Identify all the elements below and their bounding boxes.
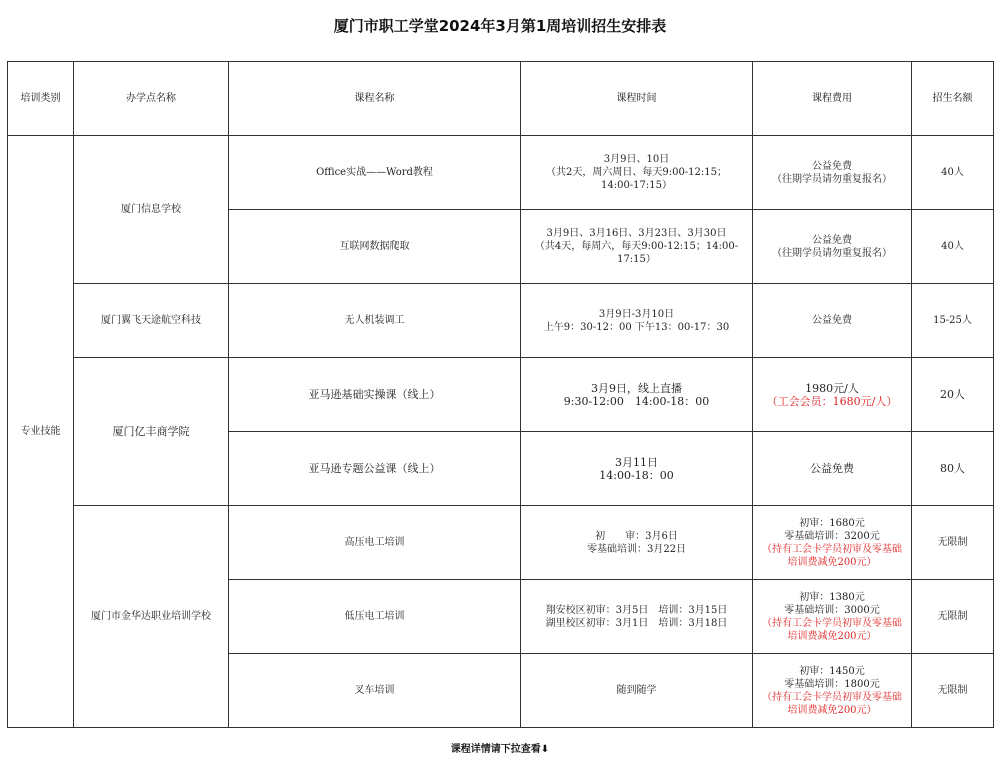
fee-discount-line: （持有工会卡学员初审及零基础 [762, 617, 902, 629]
quota-cell: 无限制 [912, 506, 994, 580]
fee-line: 初审：1380元 [799, 591, 865, 603]
time-line: 翔安校区初审：3月5日 培训：3月15日 [545, 604, 728, 616]
table-row [8, 136, 994, 210]
course-cell: 无人机装调工 [229, 284, 521, 358]
fee-line: 公益免费 [812, 160, 852, 172]
fee-line: 1980元/人 [805, 381, 859, 395]
header-time: 课程时间 [521, 62, 753, 136]
time-line: 14:00-17:15） [600, 180, 672, 191]
table-row [8, 506, 994, 580]
fee-line: （往期学员请勿重复报名） [772, 247, 892, 259]
course-cell: 低压电工培训 [229, 580, 521, 654]
time-line: 14:00-18：00 [599, 468, 674, 482]
time-line: 3月11日 [615, 455, 658, 469]
time-line: 湖里校区初审：3月1日 培训：3月18日 [545, 617, 728, 629]
fee-cell [753, 580, 912, 654]
category-cell: 专业技能 [8, 136, 74, 728]
school-cell: 厦门市金华达职业培训学校 [74, 506, 229, 728]
time-line: （共2天，周六周日、每天9:00-12:15； [545, 167, 727, 178]
fee-discount-line: 培训费减免200元） [787, 630, 877, 642]
fee-discount-line: （工会会员：1680元/人） [766, 394, 898, 408]
fee-line: 初审：1450元 [799, 665, 865, 677]
time-line: 17:15） [617, 254, 656, 265]
page-title: 厦门市职工学堂2024年3月第1周培训招生安排表 [333, 17, 667, 35]
school-cell: 厦门翼飞天途航空科技 [74, 284, 229, 358]
time-line: 3月9日、3月16日、3月23日、3月30日 [546, 228, 727, 239]
time-cell [521, 432, 753, 506]
school-cell: 厦门亿丰商学院 [74, 358, 229, 506]
fee-line: （往期学员请勿重复报名） [772, 173, 892, 185]
fee-line: 零基础培训：1800元 [784, 678, 880, 690]
fee-line: 零基础培训：3000元 [784, 604, 880, 616]
fee-line: 初审：1680元 [799, 517, 865, 529]
scroll-hint: 课程详情请下拉查看⬇ [450, 744, 550, 755]
fee-discount-line: （持有工会卡学员初审及零基础 [762, 543, 902, 555]
header-quota: 招生名额 [912, 62, 994, 136]
course-cell: 亚马逊专题公益课（线上） [229, 432, 521, 506]
fee-line: 公益免费 [810, 462, 854, 475]
fee-cell [753, 654, 912, 728]
fee-cell [753, 210, 912, 284]
course-cell: 高压电工培训 [229, 506, 521, 580]
quota-cell: 40人 [912, 210, 994, 284]
fee-cell [753, 136, 912, 210]
time-line: 上午9：30-12：00 下午13：00-17：30 [543, 321, 730, 333]
time-cell [521, 210, 753, 284]
quota-cell: 15-25人 [912, 284, 994, 358]
fee-cell [753, 358, 912, 432]
header-course: 课程名称 [229, 62, 521, 136]
time-line: 3月9日，线上直播 [591, 381, 682, 395]
fee-discount-line: （持有工会卡学员初审及零基础 [762, 691, 902, 703]
course-cell: 亚马逊基础实操课（线上） [229, 358, 521, 432]
fee-line: 公益免费 [812, 234, 852, 246]
header-row [8, 62, 994, 136]
quota-cell: 无限制 [912, 580, 994, 654]
time-cell [521, 136, 753, 210]
header-category: 培训类别 [8, 62, 74, 136]
table-row [8, 358, 994, 432]
time-line: 3月9日-3月10日 [598, 308, 675, 320]
school-cell: 厦门信息学校 [74, 136, 229, 284]
fee-cell [753, 432, 912, 506]
fee-discount-line: 培训费减免200元） [787, 556, 877, 568]
header-school: 办学点名称 [74, 62, 229, 136]
time-cell [521, 580, 753, 654]
course-cell: 互联网数据爬取 [229, 210, 521, 284]
fee-line: 零基础培训：3200元 [784, 530, 880, 542]
course-cell: Office实战——Word教程 [229, 136, 521, 210]
fee-cell [753, 506, 912, 580]
time-line: （共4天，每周六，每天9:00-12:15；14:00- [534, 241, 739, 252]
time-line: 零基础培训：3月22日 [586, 543, 687, 555]
time-line: 随到随学 [616, 685, 657, 696]
schedule-table [7, 61, 994, 728]
time-cell [521, 654, 753, 728]
time-cell [521, 284, 753, 358]
table-row [8, 284, 994, 358]
fee-cell [753, 284, 912, 358]
time-cell [521, 506, 753, 580]
fee-line: 公益免费 [812, 315, 852, 326]
time-line: 初 审：3月6日 [595, 530, 678, 542]
header-fee: 课程费用 [753, 62, 912, 136]
fee-discount-line: 培训费减免200元） [787, 704, 877, 716]
course-cell: 叉车培训 [229, 654, 521, 728]
quota-cell: 无限制 [912, 654, 994, 728]
quota-cell: 80人 [912, 432, 994, 506]
quota-cell: 20人 [912, 358, 994, 432]
time-cell [521, 358, 753, 432]
time-line: 9:30-12:00 14:00-18：00 [563, 394, 710, 408]
quota-cell: 40人 [912, 136, 994, 210]
time-line: 3月9日、10日 [603, 154, 670, 165]
